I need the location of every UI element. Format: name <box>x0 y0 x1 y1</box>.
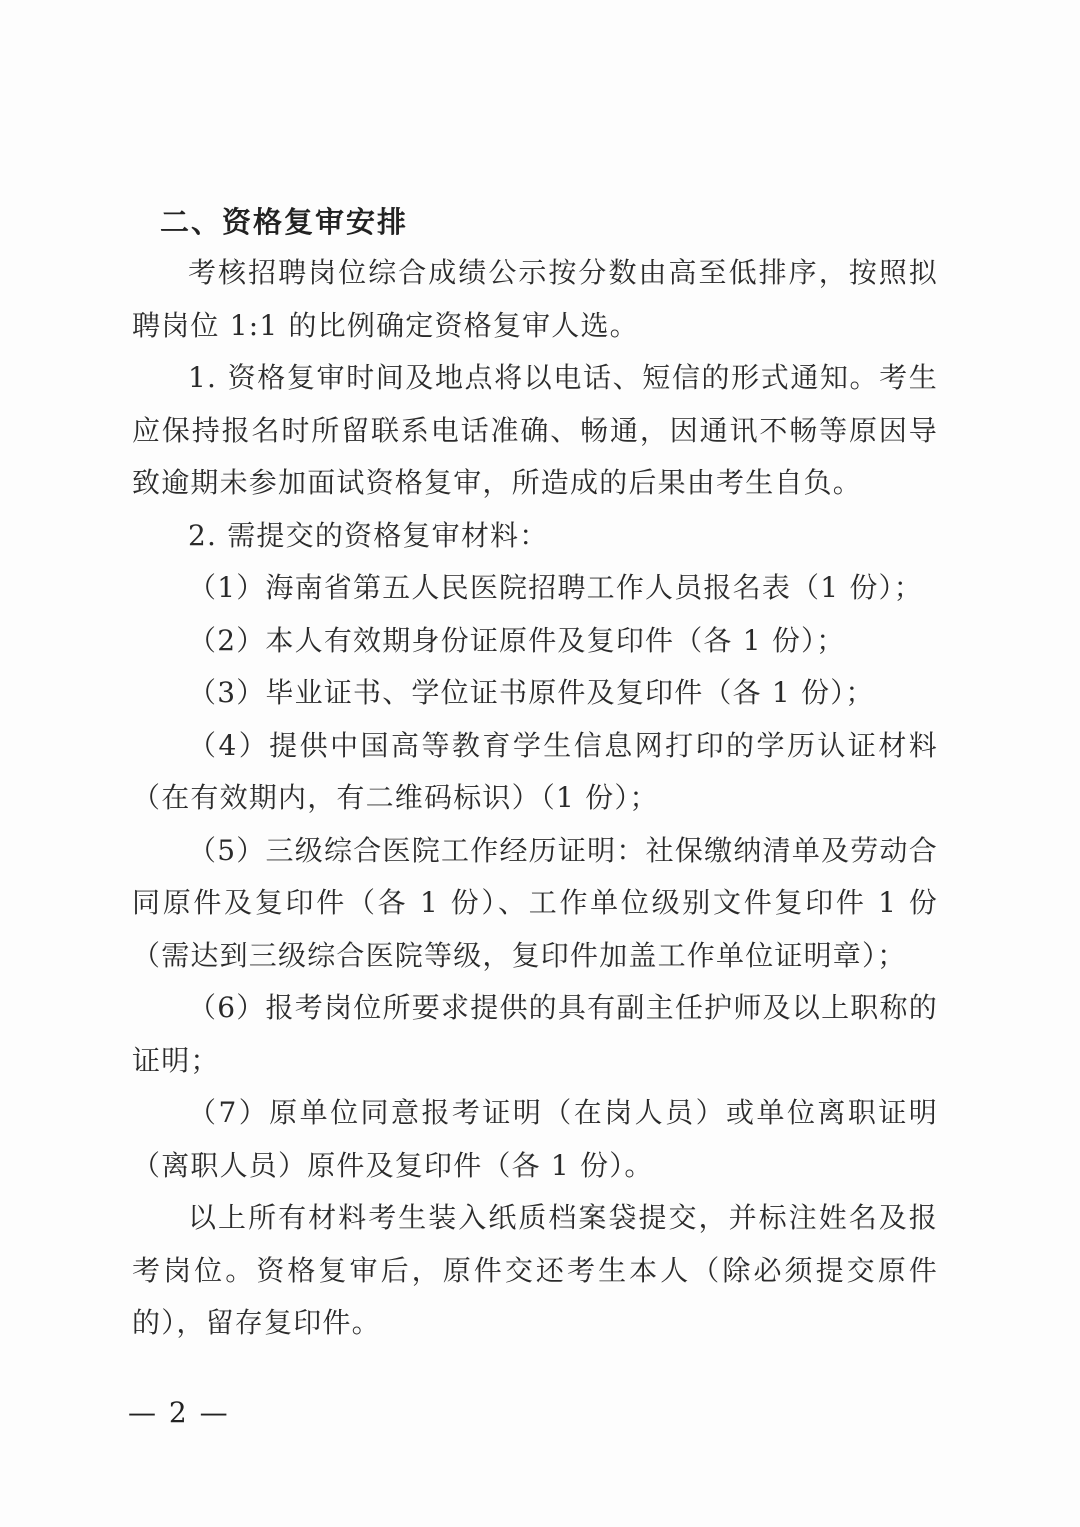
material-item-5: （5）三级综合医院工作经历证明：社保缴纳清单及劳动合同原件及复印件（各 1 份）、工作单位级别文件复印件 1 份（需达到三级综合医院等级，复印件加盖工作单位证明章）； <box>132 833 938 972</box>
item-1-paragraph: 1. 资格复审时间及地点将以电话、短信的形式通知。考生应保持报名时所留联系电话准确、畅通，因通讯不畅等原因导致逾期未参加面试资格复审，所造成的后果由考生自负。 <box>132 361 938 499</box>
material-item-6: （6）报考岗位所要求提供的具有副主任护师及以上职称的证明； <box>132 991 938 1077</box>
document-body <box>132 247 938 1350</box>
item-2-title: 2. 需提交的资格复审材料： <box>188 518 549 552</box>
material-item-7: （7）原单位同意报考证明（在岗人员）或单位离职证明（离职人员）原件及复印件（各 1 份）。 <box>132 1096 938 1182</box>
material-item-2: （2）本人有效期身份证原件及复印件（各 1 份）； <box>188 623 846 657</box>
intro-paragraph: 考核招聘岗位综合成绩公示按分数由高至低排序，按照拟聘岗位 1:1 的比例确定资格复审人选。 <box>132 256 938 342</box>
page-number: — 2 — <box>128 1396 230 1429</box>
section-title: 二、资格复审安排 <box>160 205 409 239</box>
material-item-3: （3）毕业证书、学位证书原件及复印件（各 1 份）； <box>188 676 875 709</box>
material-item-1: （1）海南省第五人民医院招聘工作人员报名表（1 份）； <box>188 571 923 604</box>
closing-paragraph: 以上所有材料考生装入纸质档案袋提交，并标注姓名及报考岗位。资格复审后，原件交还考生本人（除必须提交原件的），留存复印件。 <box>132 1201 938 1339</box>
material-item-4: （4）提供中国高等教育学生信息网打印的学历认证材料（在有效期内，有二维码标识）（1 份）； <box>132 728 938 814</box>
